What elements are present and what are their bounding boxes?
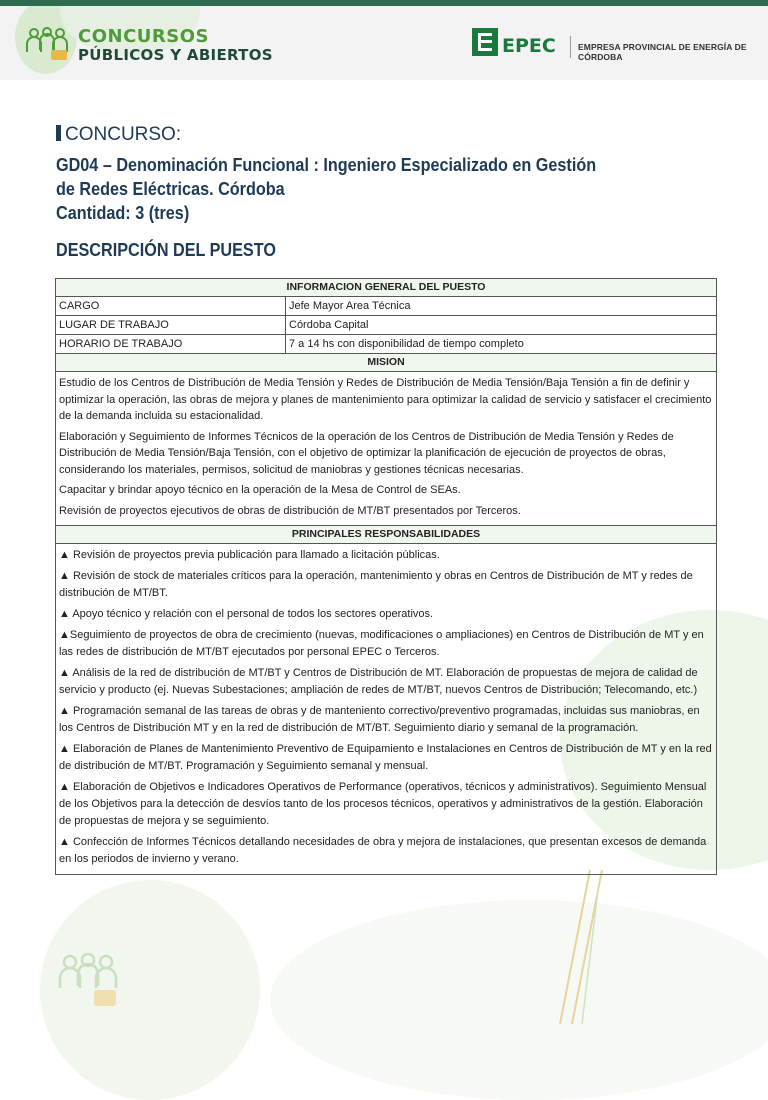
brand-subtitle: PÚBLICOS Y ABIERTOS bbox=[78, 46, 273, 64]
responsibility-item: ▲ Apoyo técnico y relación con el personal de todos los sectores operativos. bbox=[59, 608, 434, 620]
mision-row bbox=[56, 372, 717, 526]
epec-logo-icon bbox=[472, 28, 498, 56]
responsibility-item: ▲ Programación semanal de las tareas de obras y de manteniento correctivo/preventivo programadas, incluidas sus maniobras, en los Centros de Distribución MT y en la red de distribución de MT/BT. Seguimiento diario y semanal de la programación. bbox=[59, 705, 700, 734]
mision-header: MISION bbox=[56, 354, 717, 372]
decorative-lines bbox=[540, 870, 620, 1024]
responsibility-item: ▲ Revisión de proyectos previa publicación para llamado a licitación públicas. bbox=[59, 549, 440, 561]
responsibility-item: ▲ Elaboración de Planes de Mantenimiento Preventivo de Equipamiento e Instalaciones en Centros de Distribución de MT y en la red de distribución de MT/BT. Programación y Seguimiento semanal y mensual. bbox=[59, 743, 712, 772]
row-label: HORARIO DE TRABAJO bbox=[56, 335, 286, 354]
row-value: Córdoba Capital bbox=[286, 316, 717, 335]
mision-paragraph: Estudio de los Centros de Distribución de Media Tensión y Redes de Distribución de Media Tensión/Baja Tensión a fin de definir y optimizar la operación, las obras de mejora y planes de mantenimiento para optimizar la calidad de servicio y satisfacer el crecimiento de la demanda incluida su estacionalidad. bbox=[59, 377, 712, 422]
row-label: CARGO bbox=[56, 297, 286, 316]
responsabilidades-cell bbox=[56, 544, 717, 875]
mision-cell bbox=[56, 372, 717, 526]
responsibility-item: ▲ Confección de Informes Técnicos detallando necesidades de obra y mejora de instalaciones, que presentan excesos de demanda en los periodos de invierno y verano. bbox=[59, 836, 707, 865]
row-label: LUGAR DE TRABAJO bbox=[56, 316, 286, 335]
epec-wordmark: EPEC bbox=[502, 35, 556, 57]
brand-title: CONCURSOS bbox=[78, 26, 209, 47]
responsibility-item: ▲Seguimiento de proyectos de obra de crecimiento (nuevas, modificaciones o ampliaciones) en Centros de Distribución de MT y en las redes de distribución de MT/BT ejecutados por personal EPEC o Terceros. bbox=[59, 629, 704, 658]
table-row bbox=[56, 316, 717, 335]
logo-divider bbox=[570, 36, 571, 58]
row-value: 7 a 14 hs con disponibilidad de tiempo completo bbox=[286, 335, 717, 354]
table-header-row bbox=[56, 526, 717, 544]
concurso-quantity: Cantidad: 3 (tres) bbox=[56, 203, 190, 223]
mision-paragraph: Revisión de proyectos ejecutivos de obras de distribución de MT/BT presentados por Terceros. bbox=[59, 504, 521, 517]
table-header-row bbox=[56, 279, 717, 297]
responsabilidades-header: PRINCIPALES RESPONSABILIDADES bbox=[56, 526, 717, 544]
epec-fullname: EMPRESA PROVINCIAL DE ENERGÍA DE CÓRDOBA bbox=[578, 42, 747, 62]
responsibility-item: ▲ Análisis de la red de distribución de MT/BT y Centros de Distribución de MT. Elaboración de propuestas de mejora de calidad de servicio y producto (ej. Nuevas Subestaciones; ampliación de redes de MT/BT, nuevos Centros de Distribución; Telecomando, etc.) bbox=[59, 667, 698, 696]
concurso-title-line: GD04 – Denominación Funcional : Ingeniero Especializado en Gestión bbox=[56, 155, 597, 175]
responsabilidades-row bbox=[56, 544, 717, 875]
people-icon bbox=[25, 26, 69, 60]
table-row bbox=[56, 335, 717, 354]
page-header bbox=[0, 6, 768, 80]
general-info-header: INFORMACION GENERAL DEL PUESTO bbox=[56, 279, 717, 297]
section-heading: DESCRIPCIÓN DEL PUESTO bbox=[56, 240, 276, 260]
label-bar bbox=[56, 125, 61, 141]
concurso-label bbox=[56, 124, 181, 146]
people-icon bbox=[56, 950, 120, 1010]
concurso-label-text: CONCURSO: bbox=[65, 124, 182, 145]
job-info-table bbox=[55, 278, 717, 875]
mision-paragraph: Elaboración y Seguimiento de Informes Técnicos de la operación de los Centros de Distribución de Media Tensión y Redes de Distribución de Media Tensión/Baja Tensión, con el objetivo de optimizar la planificación de ejecución de proyectos de obras, considerando los materiales, permisos, solicitud de maniobras y gestiones técnicas necesarias. bbox=[59, 430, 674, 476]
concurso-title-line: de Redes Eléctricas. Córdoba bbox=[56, 179, 285, 199]
responsibility-item: ▲ Elaboración de Objetivos e Indicadores Operativos de Performance (operativos, técnicos y administrativos). Seguimiento Mensual de los Objetivos para la detección de desvíos tanto de los procesos técnicos, operativos y administrativos de la gestión. Elaboración de propuestas de mejora y se seguimiento. bbox=[59, 781, 707, 827]
table-row bbox=[56, 297, 717, 316]
table-header-row bbox=[56, 354, 717, 372]
responsibility-item: ▲ Revisión de stock de materiales críticos para la operación, mantenimiento y obras en Centros de Distribución de MT y redes de distribución de MT/BT. bbox=[59, 570, 693, 599]
mision-paragraph: Capacitar y brindar apoyo técnico en la operación de la Mesa de Control de SEAs. bbox=[59, 484, 461, 496]
row-value: Jefe Mayor Area Técnica bbox=[286, 297, 717, 316]
background-circle bbox=[270, 900, 768, 1100]
